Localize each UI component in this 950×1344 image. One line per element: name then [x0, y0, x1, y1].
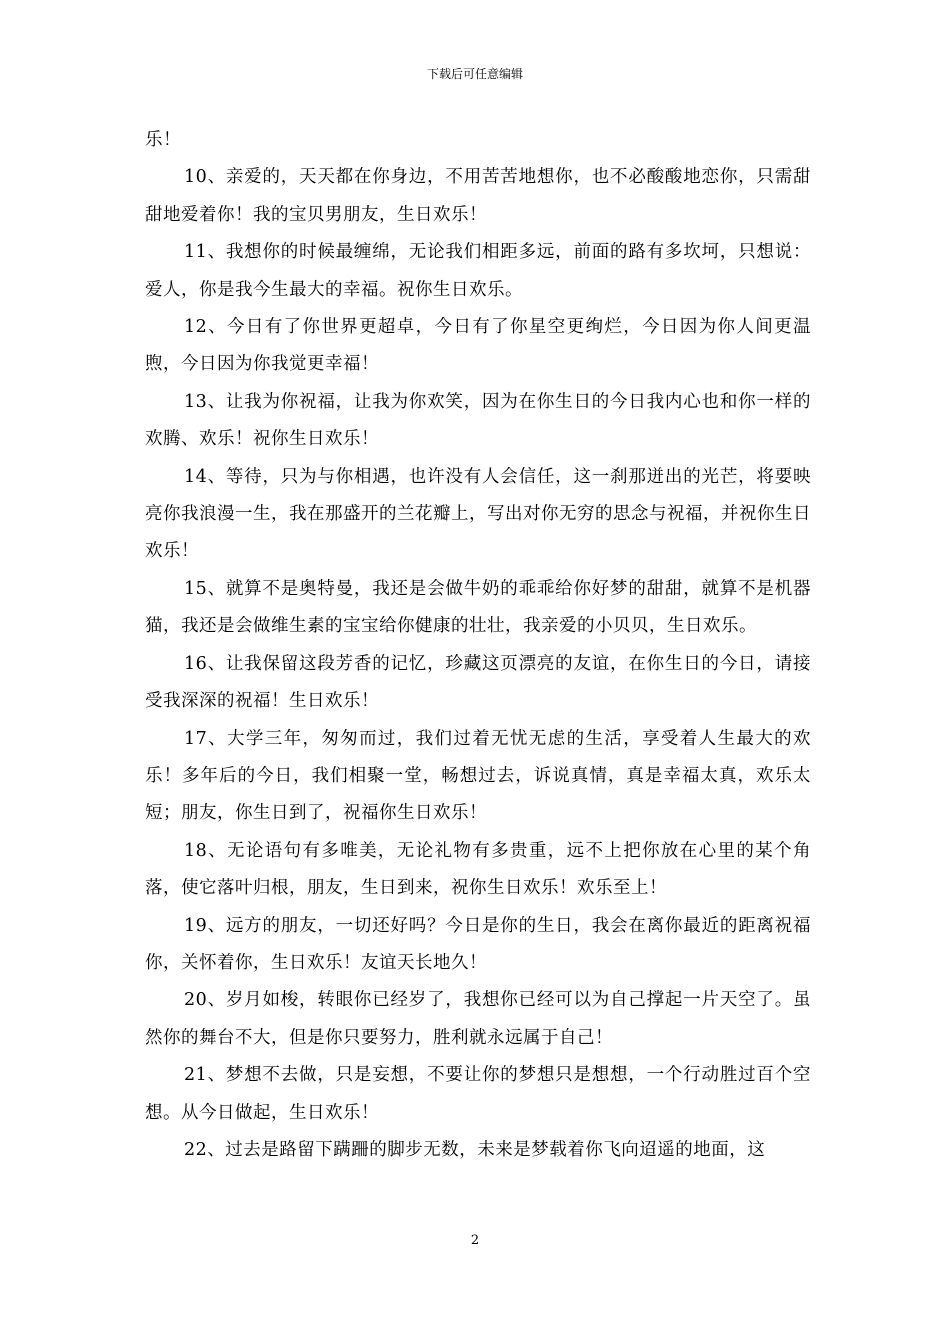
paragraph-15: 15、就算不是奥特曼，我还是会做牛奶的乖乖给你好梦的甜甜，就算不是机器猫，我还是会做维生素的宝宝给你健康的壮壮，我亲爱的小贝贝，生日欢乐。 — [145, 578, 811, 637]
paragraph-continuation: 乐！ — [145, 130, 181, 150]
document-body — [145, 122, 811, 1169]
paragraph-16: 16、让我保留这段芳香的记忆，珍藏这页漂亮的友谊，在你生日的今日，请接受我深深的祝福！生日欢乐！ — [145, 653, 811, 712]
paragraph-12: 12、今日有了你世界更超卓，今日有了你星空更绚烂，今日因为你人间更温煦，今日因为你我觉更幸福！ — [145, 317, 811, 375]
paragraph-21: 21、梦想不去做，只是妄想，不要让你的梦想只是想想，一个行动胜过百个空想。从今日做起，生日欢乐！ — [145, 1065, 811, 1123]
paragraph-17: 17、大学三年，匆匆而过，我们过着无忧无虑的生活，享受着人生最大的欢乐！多年后的今日，我们相聚一堂，畅想过去，诉说真情，真是幸福太真，欢乐太短；朋友，你生日到了，祝福你生日欢乐！ — [145, 728, 811, 824]
paragraph-20: 20、岁月如梭，转眼你已经岁了，我想你已经可以为自己撑起一片天空了。虽然你的舞台不大，但是你只要努力，胜利就永远属于自己！ — [145, 990, 811, 1048]
paragraph-10: 10、亲爱的，天天都在你身边，不用苦苦地想你，也不必酸酸地恋你，只需甜甜地爱着你！我的宝贝男朋友，生日欢乐！ — [145, 167, 811, 225]
paragraph-11: 11、我想你的时候最缠绵，无论我们相距多远，前面的路有多坎坷，只想说：爱人，你是我今生最大的幸福。祝你生日欢乐。 — [145, 242, 811, 300]
page-header: 下载后可任意编辑 — [426, 67, 523, 81]
paragraph-18: 18、无论语句有多唯美，无论礼物有多贵重，远不上把你放在心里的某个角落，使它落叶归根，朋友，生日到来，祝你生日欢乐！欢乐至上！ — [145, 840, 811, 899]
page-number: 2 — [470, 1233, 480, 1248]
paragraph-13: 13、让我为你祝福，让我为你欢笑，因为在你生日的今日我内心也和你一样的欢腾、欢乐！祝你生日欢乐！ — [145, 391, 811, 450]
paragraph-22: 22、过去是路留下蹒跚的脚步无数，未来是梦载着你飞向迢遥的地面，这 — [184, 1139, 766, 1160]
paragraph-14: 14、等待，只为与你相遇，也许没有人会信任，这一刹那迸出的光芒，将要映亮你我浪漫一生，我在那盛开的兰花瓣上，写出对你无穷的思念与祝福，并祝你生日欢乐！ — [145, 466, 811, 562]
paragraph-19: 19、远方的朋友，一切还好吗？今日是你的生日，我会在离你最近的距离祝福你，关怀着你，生日欢乐！友谊天长地久！ — [145, 915, 811, 973]
